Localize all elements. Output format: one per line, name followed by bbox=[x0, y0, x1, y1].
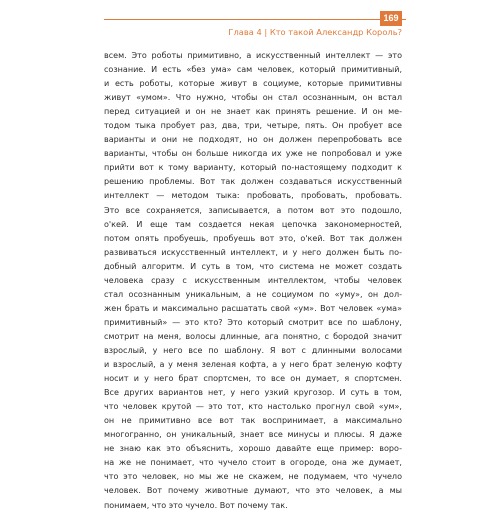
text-line: перед ситуацией и он не знает как принять решение. И он ме- bbox=[104, 107, 402, 117]
text-line: и взрослый, а у меня зеленая кофта, а у него брат зеленую кофту bbox=[104, 360, 402, 370]
text-line: потом опять пробуешь, пробуешь вот это, о'кей. Вот так должен bbox=[104, 233, 402, 243]
running-head: Глава 4 | Кто такой Александр Король? bbox=[228, 27, 402, 37]
text-line: добный алгоритм. И суть в том, что система не может создать bbox=[104, 261, 402, 271]
text-line: живут «умом». Что нужно, чтобы он стал осознанным, он встал bbox=[104, 93, 402, 103]
text-line: интеллект — методом тыка: пробовать, пробовать, пробовать. bbox=[104, 191, 402, 201]
text-line: Все других вариантов нет, у него узкий кругозор. И суть в том, bbox=[104, 388, 402, 398]
page-number: 169 bbox=[380, 11, 402, 26]
text-line: он не примитивно все вот так воспринимает, а максимально bbox=[104, 416, 402, 426]
text-line: стал осознанным уникальным, а не социумом по «уму», он дол- bbox=[104, 289, 402, 299]
text-line: Это все сохраняется, записывается, а потом вот это подошло, bbox=[104, 205, 402, 215]
text-line: что это человек, но мы же не скажем, не подумаем, что чучело bbox=[104, 472, 402, 482]
body-text bbox=[104, 49, 402, 513]
text-line: о'кей. И еще там создается некая цепочка закономерностей, bbox=[104, 219, 402, 229]
text-line: что человек крутой — это тот, кто настолько прогнул свой «ум», bbox=[104, 402, 402, 412]
text-line: варианты, чтобы он больше никогда их уже не попробовал и уже bbox=[104, 149, 402, 159]
text-line: взрослый, у него все по шаблону. Я вот с длинными волосами bbox=[104, 345, 402, 355]
text-line: человека сразу с искусственным интеллектом, чтобы человек bbox=[104, 275, 402, 285]
header-rule bbox=[104, 19, 406, 20]
text-line: примитивный» — это кто? Это который смотрит все по шаблону, bbox=[104, 317, 402, 327]
text-line: на же не понимает, что чучело стоит в огороде, она же думает, bbox=[104, 458, 402, 468]
text-line: смотрит на меня, волосы длинные, ага понятно, с бородой значит bbox=[104, 331, 402, 341]
text-line: не знаю как это объяснить, хорошо давайте еще пример: ворo- bbox=[104, 444, 402, 454]
text-line: носит и у него брат спортсмен, то все он думает, я спортсмен. bbox=[104, 374, 402, 384]
text-line: жен брать и максимально расшатать свой «ум». Вот человек «ума» bbox=[104, 303, 402, 313]
text-line: многогранно, он уникальный, знает все минусы и плюсы. Я даже bbox=[104, 430, 402, 440]
text-line: развиваться искусственный интеллект, и у него должен быть по- bbox=[104, 247, 402, 257]
text-line: прийти вот к тому варианту, который по-настоящему подходит к bbox=[104, 163, 402, 173]
text-line: решению проблемы. Вот так должен создаваться искусственный bbox=[104, 177, 402, 187]
text-line: человек. Вот почему животные думают, что это человек, а мы bbox=[104, 486, 402, 496]
text-line: понимаем, что это чучело. Вот почему так. bbox=[104, 500, 288, 510]
text-line: всем. Это роботы примитивно, а искусственный интеллект — это bbox=[104, 51, 402, 60]
text-line: варианты и они не подходят, но он должен перепробовать все bbox=[104, 135, 402, 145]
text-line: сознание. И есть «без ума» сам человек, который примитивный, bbox=[104, 65, 402, 75]
text-line: тодом тыка пробует раз, два, три, четыре, пять. Он пробует все bbox=[104, 121, 402, 131]
text-line: и есть роботы, которые живут в социуме, которые примитивны bbox=[104, 79, 402, 89]
